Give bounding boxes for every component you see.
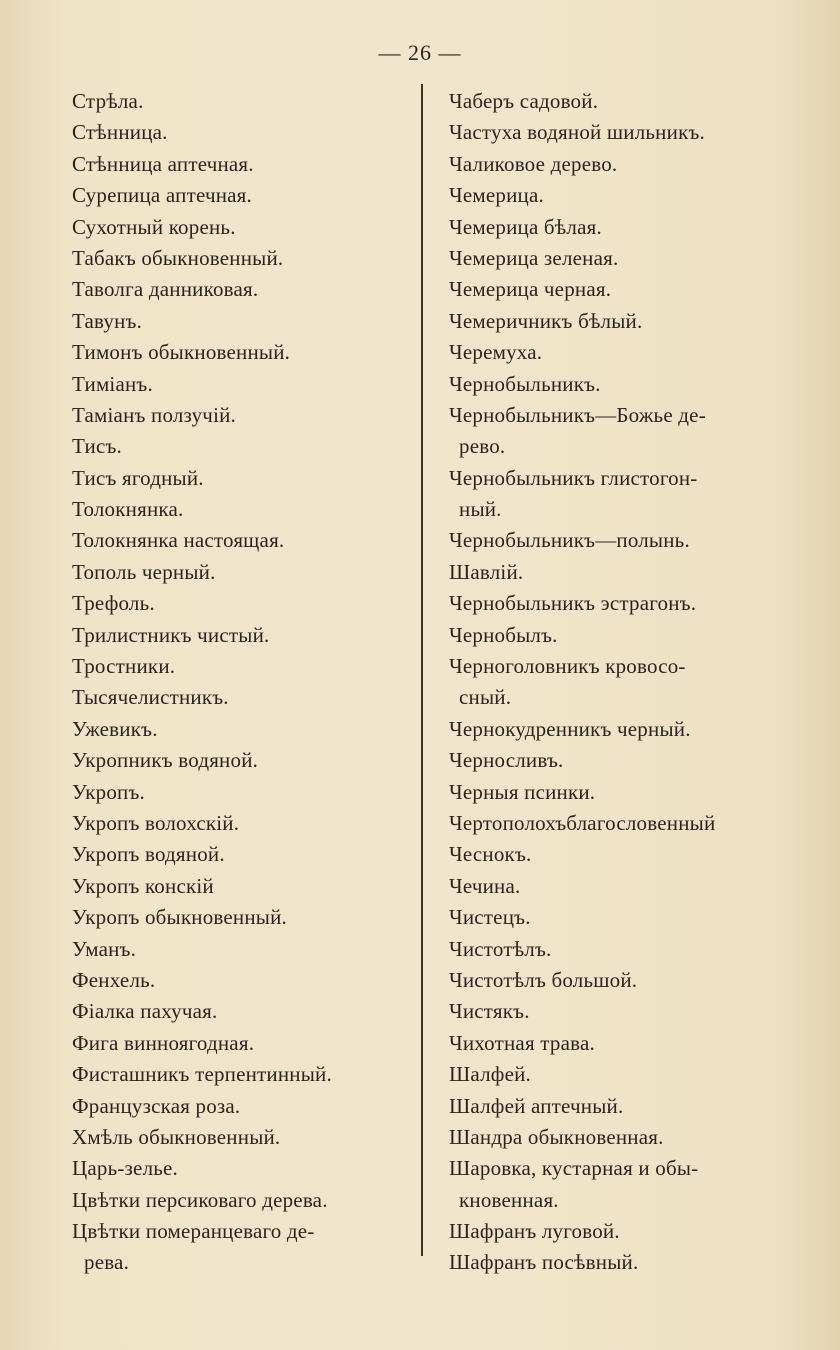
list-item: Сурепица аптечная. bbox=[72, 183, 252, 208]
list-item: Тавунъ. bbox=[72, 308, 143, 333]
list-item: Хмѣль обыкновенный. bbox=[72, 1124, 281, 1149]
list-item: Чернобыльникъ глистогон- bbox=[449, 465, 698, 490]
list-item: Чемерица бѣлая. bbox=[449, 214, 602, 239]
list-item: Чистякъ. bbox=[449, 999, 530, 1024]
list-item: Чернобыльникъ—Божье де- bbox=[449, 402, 706, 427]
list-item: Толокнянка. bbox=[72, 497, 184, 522]
list-item-continuation: ный. bbox=[459, 497, 502, 522]
list-item: Чеснокъ. bbox=[449, 842, 532, 867]
page-number: — 26 — bbox=[378, 40, 462, 65]
list-item-continuation: рево. bbox=[459, 434, 506, 459]
list-item: Сухотный корень. bbox=[72, 214, 236, 239]
list-item: Чечина. bbox=[449, 873, 521, 898]
list-item: Чаберъ садовой. bbox=[449, 89, 599, 113]
list-item: Укропъ волохскій. bbox=[72, 810, 240, 835]
list-item: Царь-зелье. bbox=[72, 1156, 179, 1181]
list-item: Тростники. bbox=[72, 654, 176, 679]
list-item: Чаликовое дерево. bbox=[449, 151, 618, 176]
list-item: Таміанъ ползучій. bbox=[72, 402, 236, 427]
list-item: Укропъ водяной. bbox=[72, 842, 225, 867]
list-item: Фенхель. bbox=[72, 967, 156, 992]
list-item: Стрѣла. bbox=[72, 89, 144, 113]
list-item: Фіалка пахучая. bbox=[72, 999, 218, 1024]
list-item: Стѣнница. bbox=[72, 120, 168, 145]
list-item: Тисъ ягодный. bbox=[72, 465, 204, 490]
list-item: Тисъ. bbox=[72, 434, 122, 459]
list-item: Табакъ обыкновенный. bbox=[72, 245, 284, 270]
list-item: Французская роза. bbox=[72, 1093, 241, 1118]
list-item: Чистотѣлъ большой. bbox=[449, 967, 638, 992]
list-item: Толокнянка настоящая. bbox=[72, 528, 285, 553]
left-column bbox=[72, 86, 407, 1279]
list-item: Уманъ. bbox=[72, 936, 137, 961]
list-item: Чернобыльникъ. bbox=[449, 371, 601, 396]
list-item-continuation: сный. bbox=[459, 685, 512, 710]
list-item: Тиміанъ. bbox=[72, 371, 153, 396]
list-item: Шалфей аптечный. bbox=[449, 1093, 624, 1118]
list-item: Чемеричникъ бѣлый. bbox=[449, 308, 643, 333]
list-item: Шандра обыкновенная. bbox=[449, 1124, 664, 1149]
list-item: Фига винноягодная. bbox=[72, 1030, 255, 1055]
list-item: Укропникъ водяной. bbox=[72, 748, 259, 773]
list-item: Шафранъ луговой. bbox=[449, 1219, 620, 1244]
list-item: Чистецъ. bbox=[449, 905, 531, 930]
list-item: Чистотѣлъ. bbox=[449, 936, 552, 961]
list-item: Чемерица черная. bbox=[449, 277, 612, 302]
list-item: Стѣнница аптечная. bbox=[72, 151, 254, 176]
list-item: Шаровка, кустарная и обы- bbox=[449, 1156, 699, 1181]
list-item: Ужевикъ. bbox=[72, 716, 158, 741]
list-item-continuation: рева. bbox=[84, 1250, 130, 1275]
list-item: Чемерица зеленая. bbox=[449, 245, 619, 270]
list-item: Шафранъ посѣвный. bbox=[449, 1250, 639, 1275]
list-item: Чернобылъ. bbox=[449, 622, 558, 647]
list-item: Черемуха. bbox=[449, 340, 543, 365]
list-item: Частуха водяной шильникъ. bbox=[449, 120, 705, 145]
list-item: Укропъ. bbox=[72, 779, 145, 804]
right-column bbox=[449, 86, 789, 1279]
list-item: Тимонъ обыкновенный. bbox=[72, 340, 291, 365]
list-item: Цвѣтки персиковаго дерева. bbox=[72, 1187, 328, 1212]
list-item: Таволга данниковая. bbox=[72, 277, 259, 302]
list-item: Шавлій. bbox=[449, 559, 524, 584]
list-item: Черносливъ. bbox=[449, 748, 564, 773]
list-item: Черноголовникъ кровосо- bbox=[449, 654, 686, 679]
list-item: Укропъ конскій bbox=[72, 873, 214, 898]
list-item: Чернобыльникъ—полынь. bbox=[449, 528, 690, 553]
list-item: Цвѣтки померанцеваго де- bbox=[72, 1219, 315, 1244]
list-item: Чернокудренникъ черный. bbox=[449, 716, 691, 741]
list-item: Чертополохъблагословенный bbox=[449, 810, 716, 835]
list-item: Чихотная трава. bbox=[449, 1030, 595, 1055]
list-item: Чемерица. bbox=[449, 183, 544, 208]
list-item: Шалфей. bbox=[449, 1062, 531, 1087]
list-item: Фисташникъ терпентинный. bbox=[72, 1062, 332, 1087]
list-item: Черныя псинки. bbox=[449, 779, 596, 804]
list-item: Трефоль. bbox=[72, 591, 155, 616]
list-item: Тополь черный. bbox=[72, 559, 216, 584]
list-item: Укропъ обыкновенный. bbox=[72, 905, 287, 930]
list-item: Чернобыльникъ эстрагонъ. bbox=[449, 591, 697, 616]
list-item: Тысячелистникъ. bbox=[72, 685, 229, 710]
column-divider bbox=[421, 84, 423, 1256]
list-item-continuation: кновенная. bbox=[459, 1187, 559, 1212]
list-item: Трилистникъ чистый. bbox=[72, 622, 270, 647]
